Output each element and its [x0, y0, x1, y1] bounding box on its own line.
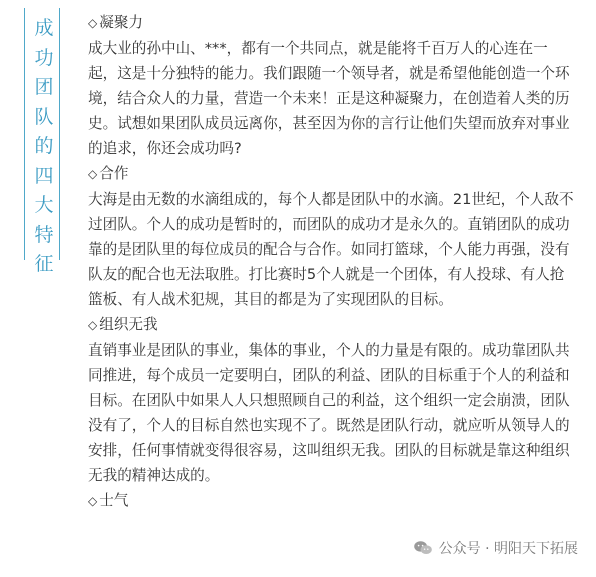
section-heading-2: ◇ 合作	[88, 165, 129, 182]
side-title: 成功团队的四大特征	[34, 17, 54, 275]
diamond-icon: ◇	[88, 167, 98, 181]
section-body-3: 直销事业是团队的事业，集体的事业，个人的力量是有限的。成功靠团队共同推进，每个成员一定要明白，团队的利益、团队的目标重于个人的利益和目标。在团队中如果人人只想照顾自己的利益，这个组织一定会崩溃，团队没有了，个人的目标自然也实现不了。既然是团队行动，就应听从领导人的安排，任何事情就变得很容易，这叫组织无我。团队的目标就是靠这种组织无我的精神达成的。	[88, 342, 570, 484]
article-body	[88, 10, 576, 514]
watermark-text: 公众号 · 明阳天下拓展	[438, 541, 578, 557]
section-heading-1: ◇ 凝聚力	[88, 14, 144, 31]
section-heading-3: ◇ 组织无我	[88, 316, 158, 333]
wechat-icon	[413, 540, 433, 556]
section-body-1: 成大业的孙中山、***，都有一个共同点，就是能将千百万人的心连在一起，这是十分独特的能力。我们跟随一个领导者，就是希望他能创造一个环境，结合众人的力量，营造一个未来！正是这种凝聚力，在创造着人类的历史。试想如果团队成员远离你，甚至因为你的言行让他们失望而放弃对事业的追求，你还会成功吗?	[88, 40, 570, 157]
section-body-2: 大海是由无数的水滴组成的，每个人都是团队中的水滴。21世纪，个人敌不过团队。个人的成功是暂时的，而团队的成功才是永久的。直销团队的成功靠的是团队里的每位成员的配合与合作。如同打篮球，个人能力再强，没有队友的配合也无法取胜。打比赛时5个人就是一个团体，有人投球、有人抢篮板、有人战术犯规，其目的都是为了实现团队的目标。	[88, 191, 574, 308]
diamond-icon: ◇	[88, 318, 98, 332]
diamond-icon: ◇	[88, 494, 98, 508]
diamond-icon: ◇	[88, 16, 98, 30]
section-heading-4: ◇ 士气	[88, 492, 129, 509]
side-title-box	[24, 8, 60, 275]
watermark	[413, 538, 578, 558]
